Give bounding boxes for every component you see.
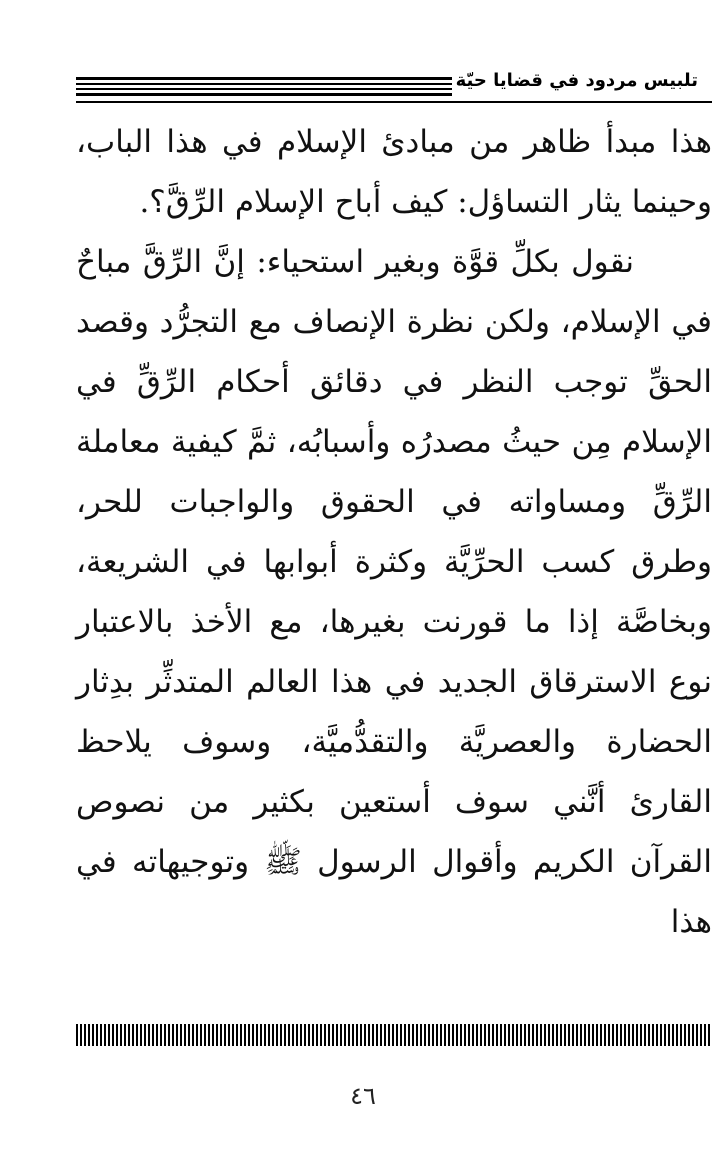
header-rule: [76, 88, 452, 90]
book-title: تلبيس مردود في قضايا حيّة: [455, 70, 698, 91]
paragraph: هذا مبدأ ظاهر من مبادئ الإسلام في هذا الباب، وحينما يثار التساؤل: كيف أباح الإسلام الرِّقَّ؟.: [76, 124, 712, 220]
header-rule: [76, 83, 452, 85]
body-text: [76, 112, 712, 952]
running-header: [76, 64, 712, 104]
header-rule: [76, 77, 452, 80]
page-number: ٤٦: [350, 1082, 376, 1110]
paragraph: نقول بكلِّ قوَّة وبغير استحياء: إنَّ الرِّقَّ مباحٌ في الإسلام، ولكن نظرة الإنصاف مع التجرُّد وقصد الحقِّ توجب النظر في دقائق أحكام الرِّقِّ في الإسلام مِن حيثُ مصدرُه وأسبابُه، ثمَّ كيفية معاملة الرِّقِّ ومساواته في الحقوق والواجبات للحر، وطرق كسب الحرِّيَّة وكثرة أبوابها في الشريعة، وبخاصَّة إذا ما قورنت بغيرها، مع الأخذ بالاعتبار نوع الاسترقاق الجديد في هذا العالم المتدثِّر بدِثار الحضارة والعصريَّة والتقدُّميَّة، وسوف يلاحظ القارئ أنَّني سوف أستعين بكثير من نصوص القرآن الكريم وأقوال الرسول ﷺ وتوجيهاته في هذا: [76, 244, 712, 940]
header-underline: [76, 101, 712, 103]
header-rule: [76, 93, 452, 96]
footer-ornament-bar: [76, 1024, 712, 1046]
